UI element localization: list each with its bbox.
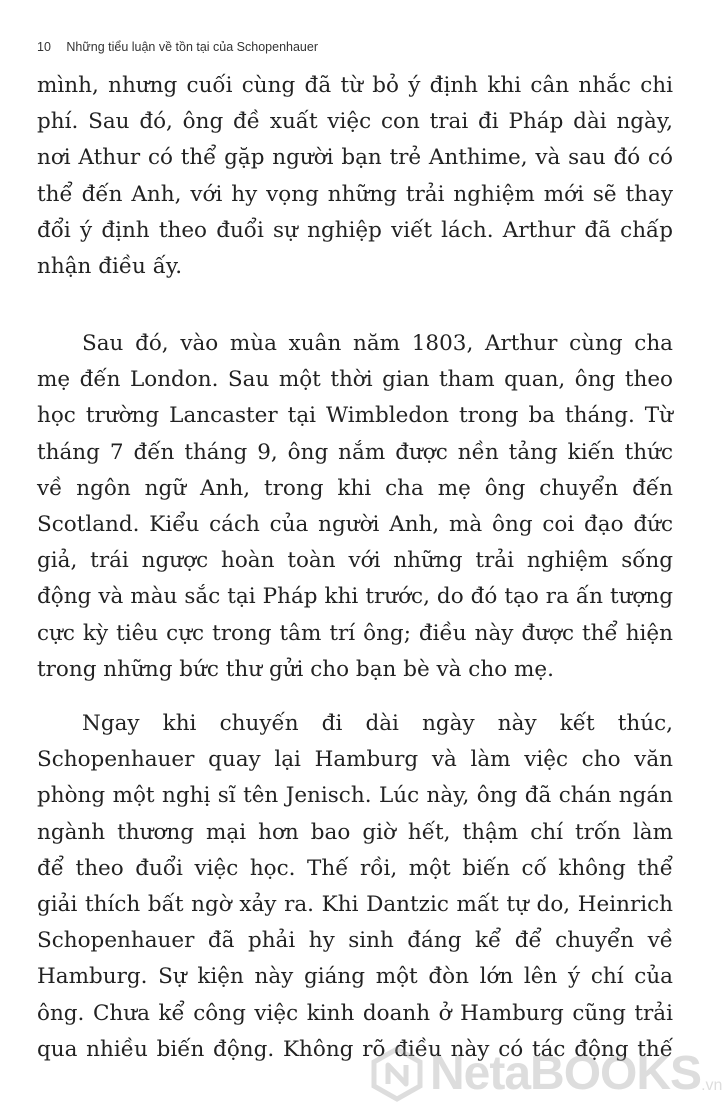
text-line: phòng một nghị sĩ tên Jenisch. Lúc này, ông đã chán ngán <box>37 783 673 809</box>
text-line: tháng 7 đến tháng 9, ông nắm được nền tảng kiến thức <box>37 439 673 465</box>
text-line: thể đến Anh, với hy vọng những trải nghiệm mới sẽ thay <box>37 181 673 207</box>
text-line: giả, trái ngược hoàn toàn với những trải nghiệm sống <box>37 548 673 574</box>
text-line: phí. Sau đó, ông đề xuất việc con trai đi Pháp dài ngày, <box>37 109 673 135</box>
text-line: giải thích bất ngờ xảy ra. Khi Dantzic mất tự do, Heinrich <box>37 892 673 918</box>
text-line: Hamburg. Sự kiện này giáng một đòn lớn lên ý chí của <box>37 964 673 990</box>
text-line <box>37 706 673 742</box>
text-line: về ngôn ngữ Anh, trong khi cha mẹ ông chuyển đến <box>37 475 673 501</box>
text-line: để theo đuổi việc học. Thế rồi, một biến cố không thể <box>37 855 673 881</box>
paragraph-3 <box>37 706 673 1068</box>
text-line: ông. Chưa kể công việc kinh doanh ở Hamburg cũng trải <box>37 1000 673 1026</box>
text-line: cực kỳ tiêu cực trong tâm trí ông; điều này được thể hiện <box>37 620 673 646</box>
paragraph-1 <box>37 68 673 285</box>
watermark-brand: NetaBOOKS <box>430 1047 702 1100</box>
text-line: trong những bức thư gửi cho bạn bè và cho mẹ. <box>37 656 554 682</box>
text-line-content: Ngay khi chuyến đi dài ngày này kết thúc, <box>82 711 673 736</box>
text-line: mình, nhưng cuối cùng đã từ bỏ ý định khi cân nhắc chi <box>37 73 673 98</box>
text-line: nơi Athur có thể gặp người bạn trẻ Anthime, và sau đó có <box>37 145 673 171</box>
watermark-suffix: .vn <box>701 1077 722 1094</box>
text-line: nhận điều ấy. <box>37 254 183 280</box>
n-logo-icon <box>370 1047 424 1101</box>
text-line-content: Sau đó, vào mùa xuân năm 1803, Arthur cùng cha <box>82 331 673 356</box>
text-line: Schopenhauer quay lại Hamburg và làm việc cho văn <box>37 747 673 773</box>
text-line: đổi ý định theo đuổi sự nghiệp viết lách. Arthur đã chấp <box>37 217 673 243</box>
running-header <box>37 40 318 54</box>
text-line: qua nhiều biến động. Không rõ điều này có tác động thế <box>37 1036 673 1062</box>
running-title: Những tiểu luận về tồn tại của Schopenhauer <box>66 40 318 54</box>
text-line: Schopenhauer đã phải hy sinh đáng kể để chuyển về <box>37 928 673 954</box>
watermark-logo <box>370 1047 722 1101</box>
text-line: học trường Lancaster tại Wimbledon trong ba tháng. Từ <box>37 403 673 429</box>
text-line <box>37 326 673 362</box>
text-line: động và màu sắc tại Pháp khi trước, do đó tạo ra ấn tượng <box>37 584 673 610</box>
text-line: Scotland. Kiểu cách của người Anh, mà ông coi đạo đức <box>37 512 673 538</box>
paragraph-2 <box>37 326 673 688</box>
text-line: ngành thương mại hơn bao giờ hết, thậm chí trốn làm <box>37 819 673 845</box>
text-line: mẹ đến London. Sau một thời gian tham quan, ông theo <box>37 367 673 393</box>
page-number: 10 <box>37 40 51 54</box>
